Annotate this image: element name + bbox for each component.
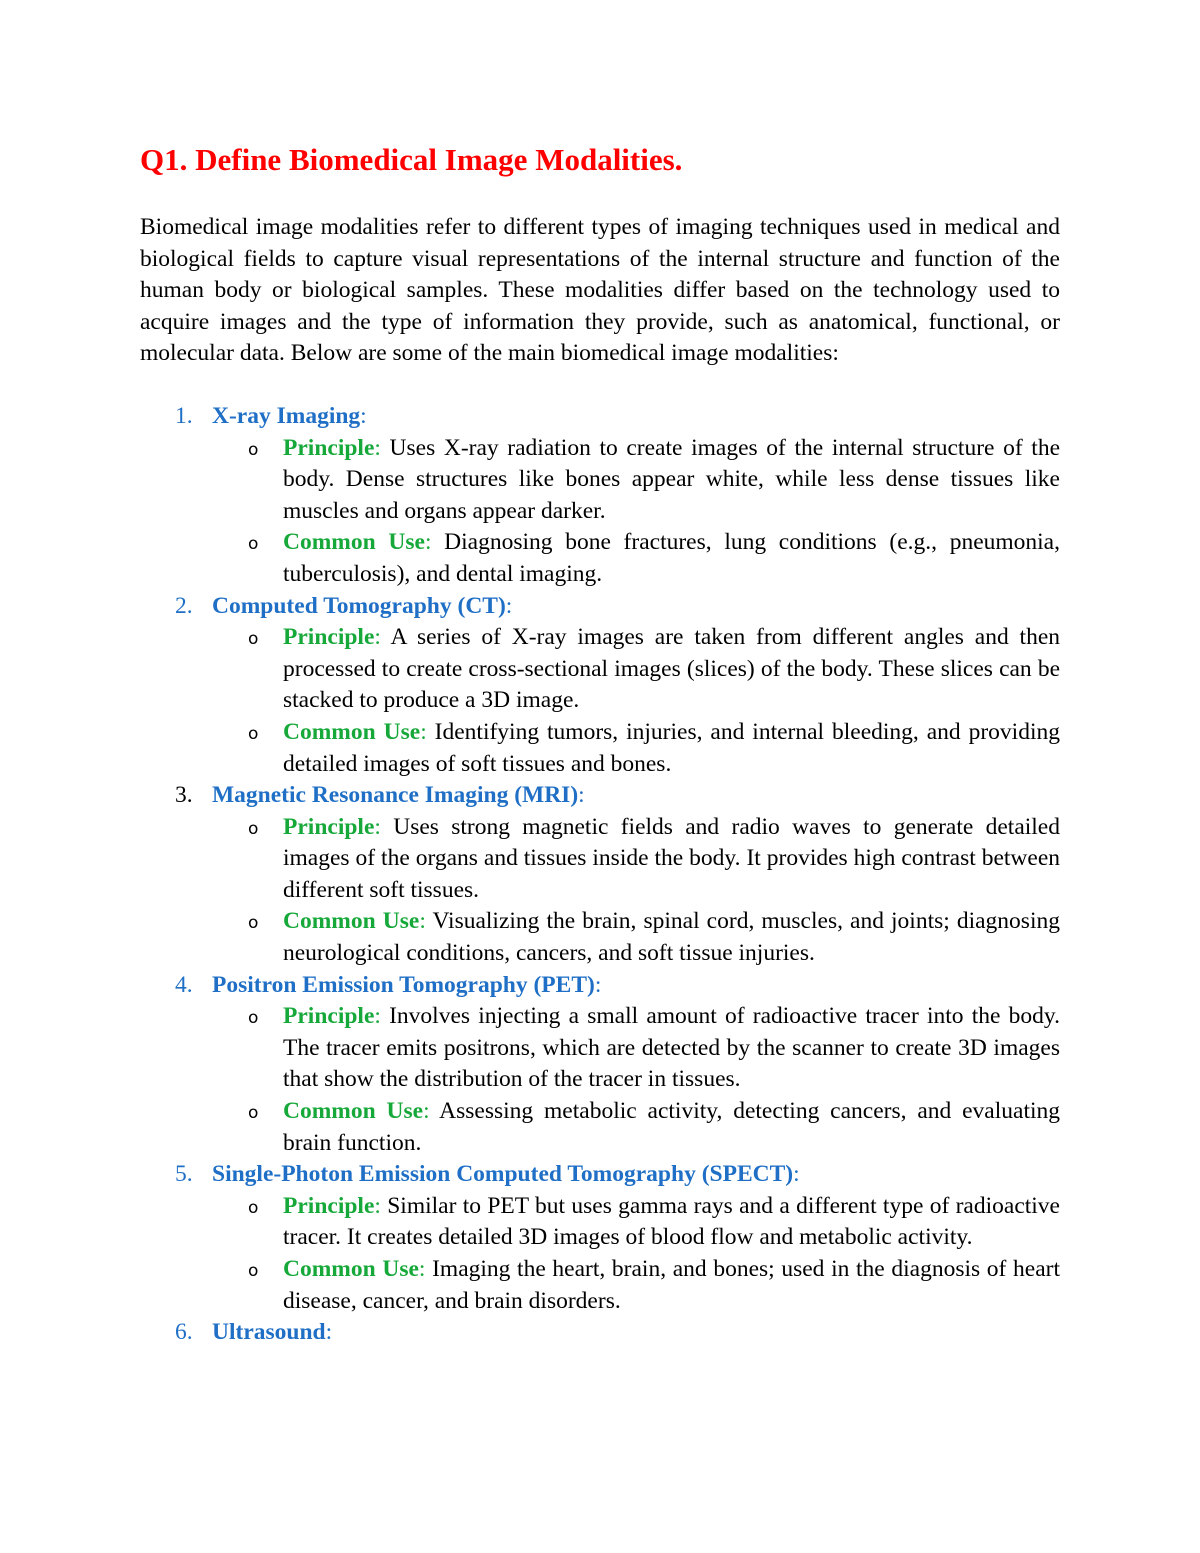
modality-colon: :: [793, 1161, 800, 1188]
modality-title: Ultrasound: [212, 1319, 326, 1346]
detail-label: Principle: [283, 1192, 375, 1219]
detail-item: [212, 622, 1060, 717]
bullet-icon: o: [248, 818, 259, 839]
detail-text: Diagnosing bone fractures, lung conditions (e.g., pneumonia, tuberculosis), and dental imaging.: [283, 529, 1060, 587]
detail-label: Common Use: [283, 908, 420, 935]
modality-colon: :: [360, 402, 367, 429]
modality-details: [212, 433, 1060, 591]
detail-text: Assessing metabolic activity, detecting cancers, and evaluating brain function.: [283, 1098, 1060, 1156]
detail-label: Common Use: [283, 718, 421, 745]
detail-text: Visualizing the brain, spinal cord, muscles, and joints; diagnosing neurological conditions, cancers, and soft tissue injuries.: [283, 908, 1060, 967]
modality-item: [140, 401, 1060, 591]
modality-number: 3.: [175, 782, 193, 809]
modality-colon: :: [594, 971, 602, 998]
bullet-icon: o: [248, 1197, 259, 1218]
detail-item: [212, 433, 1060, 528]
modality-item: [140, 1159, 1060, 1317]
detail-label: Principle: [283, 624, 375, 651]
detail-item: [212, 527, 1060, 590]
bullet-icon: o: [248, 1103, 259, 1124]
bullet-icon: o: [248, 913, 259, 934]
intro-paragraph: Biomedical image modalities refer to different types of imaging techniques used in medical and biological fields to capture visual representations of the internal structure and function of the human body or biological samples. These modalities differ based on the technology used to acquire images and the type of information they provide, such as anatomical, functional, or molecular data. Below are some of the main biomedical image modalities:: [140, 214, 1060, 367]
detail-text: Uses X-ray radiation to create images of the internal structure of the body. Dense structures like bones appear white, while less dense tissues like muscles and organs appear darker.: [283, 434, 1060, 524]
detail-colon: :: [374, 434, 381, 461]
modality-number: 6.: [175, 1319, 193, 1346]
detail-item: [212, 1191, 1060, 1254]
detail-label: Principle: [283, 434, 375, 461]
modality-title: Single-Photon Emission Computed Tomography (SPECT): [212, 1161, 794, 1188]
bullet-icon: o: [248, 1261, 259, 1281]
modality-details: [212, 1001, 1060, 1159]
modality-colon: :: [325, 1319, 333, 1346]
detail-item: [212, 812, 1060, 907]
modality-details: [212, 812, 1060, 970]
detail-colon: :: [424, 529, 432, 556]
modality-number: 2.: [175, 592, 193, 619]
detail-colon: :: [419, 908, 426, 935]
bullet-icon: o: [248, 439, 259, 460]
detail-item: [212, 717, 1060, 780]
detail-label: Principle: [283, 813, 375, 840]
detail-text: A series of X-ray images are taken from different angles and then processed to create cross-sectional images (slices) of the body. These slices can be stacked to produce a 3D image.: [283, 624, 1060, 714]
modality-title: Computed Tomography (CT): [212, 592, 506, 619]
detail-label: Principle: [283, 1003, 375, 1030]
detail-text: Identifying tumors, injuries, and internal bleeding, and providing detailed images of soft tissues and bones.: [283, 718, 1060, 777]
detail-colon: :: [374, 1003, 381, 1030]
detail-item: [212, 1001, 1060, 1096]
modality-title: Magnetic Resonance Imaging (MRI): [212, 782, 579, 809]
modalities-list: [140, 401, 1060, 1349]
detail-text: Similar to PET but uses gamma rays and a different type of radioactive tracer. It creates detailed 3D images of blood flow and metabolic activity.: [283, 1192, 1060, 1251]
modality-item: [140, 970, 1060, 1160]
modality-number: 1.: [175, 402, 193, 429]
detail-item: [212, 1096, 1060, 1159]
detail-label: Common Use: [283, 1098, 424, 1125]
detail-colon: :: [418, 1256, 426, 1282]
page-title: Q1. Define Biomedical Image Modalities.: [140, 142, 683, 177]
detail-colon: :: [374, 624, 381, 651]
modality-item: [140, 1317, 1060, 1349]
modality-colon: :: [578, 782, 585, 809]
modality-title: Positron Emission Tomography (PET): [212, 971, 595, 998]
bullet-icon: o: [248, 723, 259, 744]
detail-colon: :: [423, 1098, 430, 1125]
modality-item: [140, 591, 1060, 781]
detail-colon: :: [374, 1192, 381, 1219]
detail-label: Common Use: [283, 1256, 419, 1282]
modality-details: [212, 1191, 1060, 1317]
detail-item: [212, 906, 1060, 969]
modality-title: X-ray Imaging: [212, 402, 361, 429]
bullet-icon: o: [248, 534, 259, 555]
detail-text: Involves injecting a small amount of radioactive tracer into the body. The tracer emits positrons, which are detected by the scanner to create 3D images that show the distribution of the tracer in tissues.: [283, 1003, 1060, 1093]
detail-colon: :: [420, 718, 427, 745]
modality-item: [140, 780, 1060, 970]
modality-colon: :: [505, 592, 513, 619]
detail-item: [212, 1254, 1060, 1317]
modality-details: [212, 622, 1060, 780]
modality-number: 5.: [175, 1161, 193, 1188]
detail-colon: :: [374, 813, 381, 840]
detail-text: Uses strong magnetic fields and radio waves to generate detailed images of the organs and tissues inside the body. It provides high contrast between different soft tissues.: [283, 813, 1060, 903]
bullet-icon: o: [248, 629, 259, 650]
modality-number: 4.: [175, 971, 193, 998]
detail-text: Imaging the heart, brain, and bones; used in the diagnosis of heart disease, cancer, and brain disorders.: [283, 1256, 1060, 1314]
detail-label: Common Use: [283, 529, 425, 556]
bullet-icon: o: [248, 1008, 259, 1029]
